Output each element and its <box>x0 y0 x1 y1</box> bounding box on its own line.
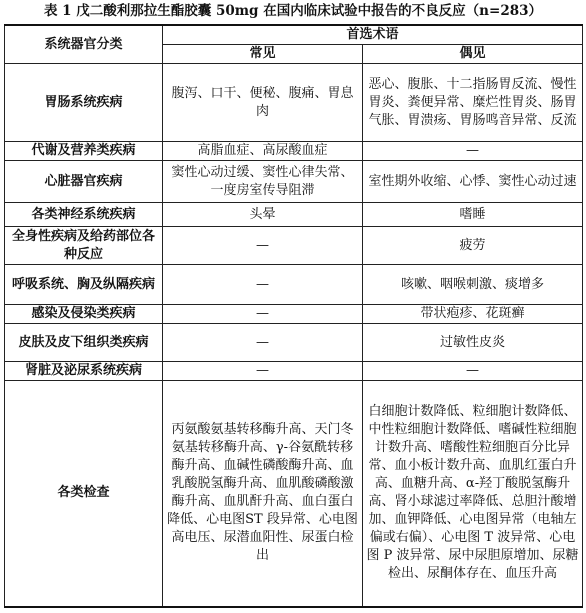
table-row <box>5 203 583 227</box>
row-common: 高脂血症、高尿酸血症 <box>163 142 363 161</box>
row-uncommon: 白细胞计数降低、粒细胞计数降低、中性粒细胞计数降低、嗜碱性粒细胞计数升高、嗜酸性粒细胞百分比异常、血小板计数升高、血肌红蛋白升高、血糖升高、α-羟丁酸脱氢酶升高、肾小球滤过率降低、总胆汁酸增加、血钾降低、心电图异常（电轴左偏或右偏）、心电图 T 波异常、心电图 P 波异常、尿中尿胆原增加、尿糖检出、尿酮体存在、血压升高 <box>363 381 583 607</box>
row-system: 全身性疾病及给药部位各种反应 <box>5 227 163 265</box>
header-preferred-term: 首选术语 <box>163 25 583 45</box>
table-row <box>5 324 583 362</box>
row-system: 各类神经系统疾病 <box>5 203 163 227</box>
row-uncommon: 咳嗽、咽喉刺激、痰增多 <box>363 265 583 305</box>
row-system: 呼吸系统、胸及纵隔疾病 <box>5 265 163 305</box>
row-uncommon: — <box>363 142 583 161</box>
table-row <box>5 305 583 324</box>
table-row <box>5 381 583 607</box>
row-common: 腹泻、口干、便秘、腹痛、胃息肉 <box>163 64 363 142</box>
header-uncommon: 偶见 <box>363 45 583 64</box>
row-uncommon: 疲劳 <box>363 227 583 265</box>
table-row <box>5 64 583 142</box>
row-common: 丙氨酸氨基转移酶升高、天门冬氨基转移酶升高、γ-谷氨酰转移酶升高、血碱性磷酸酶升高、血乳酸脱氢酶升高、血肌酸磷酸激酶升高、血肌酐升高、血白蛋白降低、心电图ST 段异常、心电图高电压、尿潜血阳性、尿蛋白检出 <box>163 381 363 607</box>
row-uncommon: 过敏性皮炎 <box>363 324 583 362</box>
row-common: 头晕 <box>163 203 363 227</box>
adverse-reaction-table <box>4 24 583 608</box>
row-common: — <box>163 227 363 265</box>
table-row <box>5 265 583 305</box>
table-row <box>5 161 583 203</box>
header-row <box>5 25 583 45</box>
row-system: 胃肠系统疾病 <box>5 64 163 142</box>
row-uncommon: 带状疱疹、花斑癣 <box>363 305 583 324</box>
row-common: — <box>163 324 363 362</box>
row-system: 肾脏及泌尿系统疾病 <box>5 362 163 381</box>
row-uncommon: 嗜睡 <box>363 203 583 227</box>
row-common: — <box>163 265 363 305</box>
row-common: 窦性心动过缓、窦性心律失常、一度房室传导阻滞 <box>163 161 363 203</box>
header-common: 常见 <box>163 45 363 64</box>
table-row <box>5 142 583 161</box>
row-common: — <box>163 305 363 324</box>
table-row <box>5 362 583 381</box>
table-row <box>5 227 583 265</box>
row-uncommon: — <box>363 362 583 381</box>
row-uncommon: 室性期外收缩、心悸、窦性心动过速 <box>363 161 583 203</box>
row-system: 感染及侵染类疾病 <box>5 305 163 324</box>
row-uncommon: 恶心、腹胀、十二指肠胃反流、慢性胃炎、粪便异常、糜烂性胃炎、肠胃气胀、胃溃疡、胃肠鸣音异常、反流 <box>363 64 583 142</box>
row-system: 心脏器官疾病 <box>5 161 163 203</box>
header-system-class: 系统器官分类 <box>5 25 163 64</box>
row-system: 皮肤及皮下组织类疾病 <box>5 324 163 362</box>
row-common: — <box>163 362 363 381</box>
table-caption: 表 1 戊二酸利那拉生酯胶囊 50mg 在国内临床试验中报告的不良反应（n=283） <box>43 3 542 19</box>
row-system: 各类检查 <box>5 381 163 607</box>
row-system: 代谢及营养类疾病 <box>5 142 163 161</box>
